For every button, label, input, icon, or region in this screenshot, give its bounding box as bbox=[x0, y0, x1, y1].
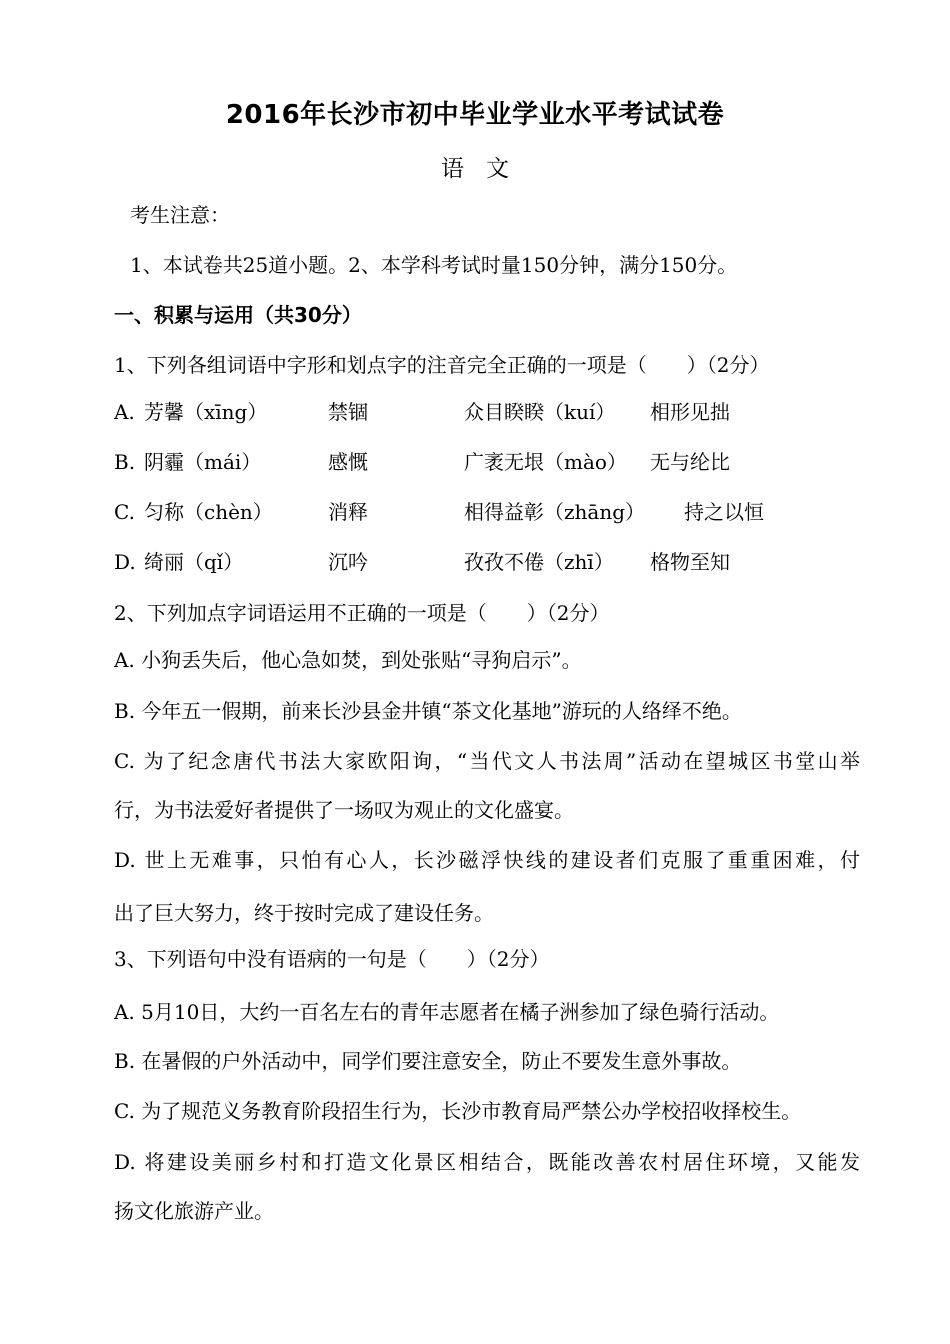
option-word-3: 孜孜不倦（zhī） bbox=[464, 550, 614, 574]
option-word-4: 相形见拙 bbox=[650, 400, 730, 424]
option-label: D. bbox=[114, 550, 136, 574]
question-2-option-d-line-1: D. 世上无难事，只怕有心人，长沙磁浮快线的建设者们克服了重重困难，付 bbox=[114, 848, 860, 872]
option-word-1: 匀称（chèn） bbox=[144, 500, 273, 524]
option-label: A. bbox=[114, 400, 135, 424]
option-word-3: 广袤无垠（mào） bbox=[464, 450, 627, 474]
question-2-option-c-line-1: C. 为了纪念唐代书法大家欧阳询，“当代文人书法周”活动在望城区书堂山举 bbox=[114, 749, 860, 773]
question-3-option-c: C. 为了规范义务教育阶段招生行为，长沙市教育局严禁公办学校招收择校生。 bbox=[114, 1099, 802, 1123]
option-word-4: 无与纶比 bbox=[650, 450, 730, 474]
option-label: B. bbox=[114, 450, 136, 474]
question-3-option-d-line-1: D. 将建设美丽乡村和打造文化景区相结合，既能改善农村居住环境，又能发 bbox=[114, 1150, 860, 1174]
question-3-option-a: A. 5月10日，大约一百名左右的青年志愿者在橘子洲参加了绿色骑行活动。 bbox=[114, 1000, 780, 1024]
option-word-2: 禁锢 bbox=[328, 400, 368, 424]
question-3-option-d-line-2: 扬文化旅游产业。 bbox=[114, 1199, 274, 1223]
section-heading: 一、积累与运用（共30分） bbox=[114, 303, 362, 327]
option-word-2: 沉吟 bbox=[328, 550, 368, 574]
option-word-1: 阴霾（mái） bbox=[144, 450, 262, 474]
option-word-2: 消释 bbox=[328, 500, 368, 524]
option-label: C. bbox=[114, 500, 135, 524]
question-1-option-c bbox=[114, 497, 874, 527]
question-1-option-b bbox=[114, 447, 874, 477]
option-word-4: 格物至知 bbox=[650, 550, 730, 574]
question-2-option-c-line-2: 行，为书法爱好者提供了一场叹为观止的文化盛宴。 bbox=[114, 798, 574, 822]
option-word-4: 持之以恒 bbox=[684, 500, 764, 524]
question-2-option-b: B. 今年五一假期，前来长沙县金井镇“茶文化基地”游玩的人络绎不绝。 bbox=[114, 699, 742, 723]
notice-heading: 考生注意： bbox=[130, 203, 230, 227]
question-3-stem: 3、下列语句中没有语病的一句是（ ）（2分） bbox=[114, 947, 550, 971]
question-2-option-a: A. 小狗丢失后，他心急如焚，到处张贴“寻狗启示”。 bbox=[114, 648, 582, 672]
page-title: 2016年长沙市初中毕业学业水平考试试卷 bbox=[225, 100, 725, 130]
subject-title: 语文 bbox=[441, 156, 531, 182]
question-1-option-d bbox=[114, 547, 874, 577]
option-word-1: 绮丽（qǐ） bbox=[144, 550, 244, 574]
question-2-option-d-line-2: 出了巨大努力，终于按时完成了建设任务。 bbox=[114, 901, 494, 925]
question-3-option-b: B. 在暑假的户外活动中，同学们要注意安全，防止不要发生意外事故。 bbox=[114, 1049, 742, 1073]
notice-body: 1、本试卷共25道小题。2、本学科考试时量150分钟，满分150分。 bbox=[130, 253, 738, 277]
option-word-3: 众目睽睽（kuí） bbox=[464, 400, 616, 424]
question-2-stem: 2、下列加点字词语运用不正确的一项是（ ）（2分） bbox=[114, 601, 610, 625]
question-1-option-a bbox=[114, 397, 874, 427]
question-1-stem: 1、下列各组词语中字形和划点字的注音完全正确的一项是（ ）（2分） bbox=[114, 353, 770, 377]
option-word-1: 芳馨（xīng） bbox=[144, 400, 268, 424]
option-word-2: 感慨 bbox=[328, 450, 368, 474]
option-word-3: 相得益彰（zhāng） bbox=[464, 500, 646, 524]
